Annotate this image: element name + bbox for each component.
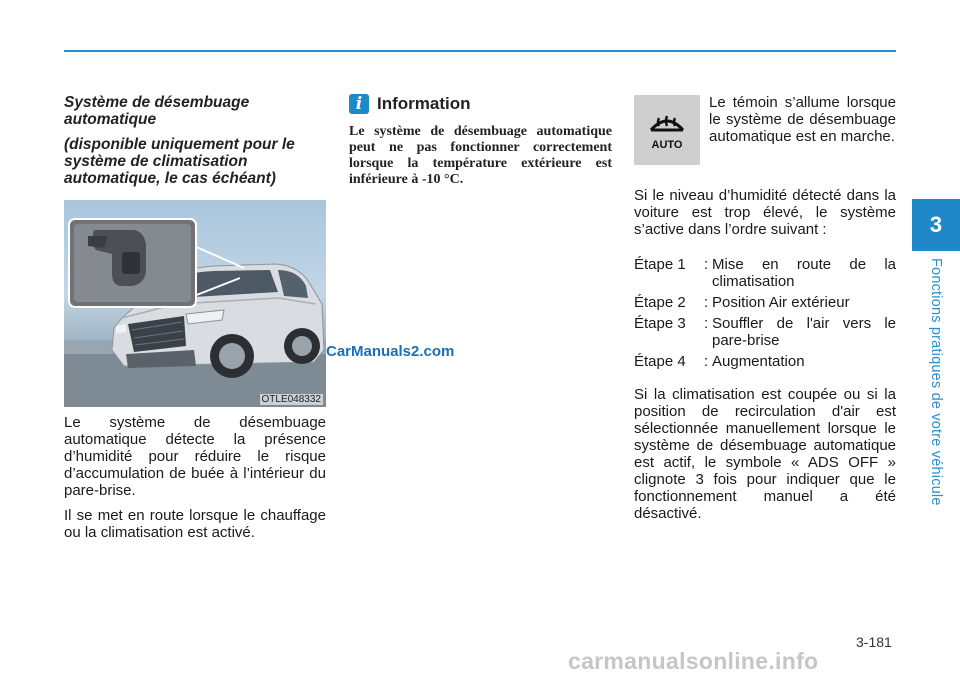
step-label: Étape 3 — [634, 315, 686, 332]
step-text: Mise en route de la climatisation — [712, 256, 896, 290]
windshield-defog-icon — [647, 108, 687, 152]
chapter-title: Fonctions pratiques de votre véhicule — [928, 258, 944, 506]
step-item: Étape 1 : Mise en route de la climatisation — [634, 256, 896, 290]
section-body — [64, 414, 326, 541]
step-text: Souffler de l'air vers le pare-brise — [712, 315, 896, 349]
sequence-intro: Si le niveau d’humidité détecté dans la voiture est trop élevé, le système s’active dans l’ordre suivant : — [634, 187, 896, 238]
information-box — [349, 94, 612, 188]
information-header — [349, 94, 612, 114]
figure-code: OTLE048332 — [261, 394, 321, 405]
steps-list — [634, 256, 896, 370]
activation-sequence — [634, 187, 896, 522]
step-item: Étape 3 : Souffler de l'air vers le pare-brise — [634, 315, 896, 349]
ads-off-paragraph: Si la climatisation est coupée ou si la position de recirculation d'air est sélectionnée manuellement lorsque le système de désembuage automatique est actif, le symbole « ADS OFF » clignote 3 fois pour indiquer que le fonctionnement manuel a été désactivé. — [634, 386, 896, 522]
chapter-number-tab: 3 — [912, 199, 960, 251]
indicator-description: Le témoin s’allume lorsque le système de désembuage automatique est en marche. — [709, 94, 896, 145]
body-paragraph-1: Le système de désembuage automatique détecte la présence d’humidité pour réduire le risque d’accumulation de buée à l’intérieur du pare-brise. — [64, 414, 326, 499]
step-label: Étape 1 — [634, 256, 686, 273]
header-rule — [64, 50, 896, 52]
car-illustration-svg — [64, 200, 326, 407]
section-header — [64, 94, 326, 187]
body-paragraph-2: Il se met en route lorsque le chauffage ou la climatisation est activé. — [64, 507, 326, 541]
indicator-label: AUTO — [651, 139, 683, 151]
step-label: Étape 2 — [634, 294, 686, 311]
section-subtitle: (disponible uniquement pour le système de climatisation automatique, le cas échéant) — [64, 136, 295, 187]
information-title: Information — [377, 94, 471, 113]
information-text: Le système de désembuage automatique peut ne pas fonctionner correctement lorsque la température extérieure est inférieure à -10 °C. — [349, 124, 612, 187]
watermark-link[interactable]: CarManuals2.com — [326, 343, 455, 360]
step-text: Position Air extérieur — [712, 294, 850, 311]
step-text: Augmentation — [712, 353, 805, 370]
page-number: 3-181 — [856, 634, 892, 650]
section-title: Système de désembuage automatique — [64, 94, 250, 128]
step-label: Étape 4 — [634, 353, 686, 370]
information-icon: i — [349, 94, 369, 114]
step-item: Étape 4 : Augmentation — [634, 353, 896, 370]
auto-defog-indicator — [634, 95, 700, 165]
step-item: Étape 2 : Position Air extérieur — [634, 294, 896, 311]
car-illustration — [64, 200, 326, 407]
footer-site-link[interactable]: carmanualsonline.info — [568, 648, 819, 674]
